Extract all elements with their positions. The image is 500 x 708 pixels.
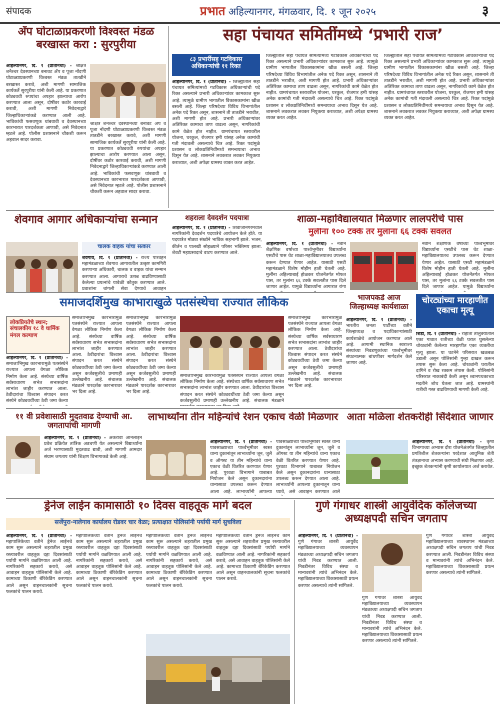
subhead-box: [6, 518, 290, 530]
story-body: [6, 64, 86, 208]
story-app-scam: [6, 26, 166, 208]
headline: शाळा-महाविद्यालयात मिळणार लालपरीचे पास: [297, 214, 463, 225]
story-11th-admission: [6, 412, 142, 496]
story-continued: समाजाभिमुख कारभारामुळे पतसंस्थेने राज्यात आपला वेगळा लौकिक निर्माण केला आहे. संस्थेच्या वार्षिक सर्वसाधारण सभेत सभासदांना लाभांश जाहीर करण्यात आला. ठेवीदारांचा विश्वास संपादन करत संस्थेने कोट्यवधींच्या ठेवी जमा केल्या असून कर्जवसुलीचे प्रमाणही उल्लेखनीय आहे. संचालक मंडळाने: [180, 374, 284, 404]
story-continued: महापालिकेच्या वतीने ड्रेनेज लाईनचे काम सुरू असल्याने शहरातील प्रमुख रस्त्यावरील वाहतूक दहा दिवसांसाठी पर्यायी मार्गाने वळविण्यात आली आहे. नागरिकांनी सहकार्य करावे, असे आवाहन वाहतूक पोलिसांनी केले आहे. कामाच्या ठिकाणी बॅरिकेडिंग करण्यात आले असून वाहनचालकांनी सूचना फलकांचे पालन करावे.: [216, 534, 290, 583]
headline: शहराला देवदर्शन पदयात्रा: [185, 214, 249, 222]
section-label: संपादक: [6, 7, 32, 17]
body-text: नवीन शैक्षणिक वर्षाच्या पार्श्वभूमीवर विद्यार्थ्यांना एसटीचे पास थेट शाळा-महाविद्यालयातच उपलब्ध करून देण्यात येणार आहेत. यासाठी एसटी महामंडळाने विशेष मोहीम हाती घेतली आहे. मुलींना अहिल्याबाई होळकर योजनेंतर्गत मोफत पास, तर मुलांना ६६ टक्के सवलतीत पास दिले जाणार आहेत. यामुळे विद्यार्थ्यांना आगारात रांगा: [266, 242, 346, 291]
box-heading: लोकप्रियतेचे स्थान; संचालकीय १८ वे धार्मिक मंगल कल्याण: [10, 320, 60, 339]
column-divider: [168, 26, 169, 208]
story-farmers-abroad: [346, 412, 494, 496]
story-body: [412, 440, 494, 496]
body-text: समाजाभिमुख कारभारामुळे पतसंस्थेने राज्यात आपला वेगळा लौकिक निर्माण केला आहे. संस्थेच्या वार्षिक सर्वसाधारण सभेत सभासदांना लाभांश जाहीर करण्यात आला. ठेवीदारांचा विश्वास संपादन करत संस्थेने कोट्यवधींच्या ठेवी जमा केल्या: [6, 362, 68, 405]
body-text: श्रीक्षेत्र शनैश्चर देवस्थानच्या बनावट अँप व पूजा नोंदणी घोटाळ्याप्रकरणी विश्वस्त मंडळ तातडीने बरखास्त करावे, अशी मागणी सामाजिक कार्यकर्ते सुरपुरीया यांनी केली आहे. या प्रकरणात कोट्यवधी रुपयांचा अपहार झाल्याचा आरोप करण्यात आला असून, दोषींवर कठोर कारवाई करावी, अशी मागणी निवेदनाद्वारे जिल्हाधिकाऱ्यांकडे करण्यात आली आहे. भाविकांची फसवणूक थांबवावी व देवस्थानच्या कारभारात पारदर्शकता आणावी, असे निवेदनात म्हटले आहे. पोलीस प्रशासनाने चौकशी करून अहवाल सादर करावा.: [6, 64, 86, 144]
story-continued: जिल्ह्यातील सहा पंचायत समित्यांमध्ये गटविकास अधिकाऱ्यांची पदे रिक्त असल्याने प्रभारी अधिकाऱ्यांवर कामकाज सुरू आहे. त्यामुळे ग्रामीण भागातील विकासकामांना खीळ बसली आहे. जिल्हा परिषदेच्या विविध विभागांतील अनेक पदे रिक्त असून, शासनाने ती तातडीने भरावीत, अशी मागणी होत आहे. प्रभारी अधिकाऱ्यांवर अतिरिक्त कामाचा ताण वाढला असून, नागरिकांची कामे वेळेत होत नाहीत. ग्रामपंचायत स्तरावरील योजना, घरकुल, रोजगार हमी यांसह अनेक कामांची गती मंदावली असल्याचे चित्र आहे. रिक्त पदांमुळे प्रशासन व लोकप्रतिनिधींमध्ये समन्वयाचा अभाव दिसून येत आहे. शासनाने लवकरात लवकर नियुक्त्या कराव्यात, अशी अपेक्षा ग्रामस्थ व्यक्त करत आहेत.: [384, 54, 494, 122]
story-body: [346, 318, 412, 394]
story-body: [172, 226, 262, 292]
ration-photo: [146, 440, 206, 480]
kicker-box: [172, 54, 260, 76]
road-work-photo: [146, 634, 290, 704]
dateline: अहिल्यानगर, दि. १ (प्रतिनिधी) -: [6, 534, 72, 539]
news-photo: [6, 242, 78, 292]
story-body: [298, 534, 358, 704]
story-continued: समाजाभिमुख कारभारामुळे पतसंस्थेने राज्यात आपला वेगळा लौकिक निर्माण केला आहे. संस्थेच्या वार्षिक सर्वसाधारण सभेत सभासदांना लाभांश जाहीर करण्यात आला. ठेवीदारांचा विश्वास संपादन करत संस्थेने कोट्यवधींच्या ठेवी जमा केल्या असून कर्जवसुलीचे प्रमाणही उल्लेखनीय आहे. संचालक मंडळाने पारदर्शक कारभारावर भर दिला आहे.: [126, 316, 176, 396]
story-body: [44, 436, 142, 496]
dateline: अहिल्यानगर, दि. १ (प्रतिनिधी) -: [6, 64, 72, 69]
story-devdarshan: [172, 214, 262, 292]
story-continued: समाजाभिमुख कारभारामुळे पतसंस्थेने राज्यात आपला वेगळा लौकिक निर्माण केला आहे. संस्थेच्या वार्षिक सर्वसाधारण सभेत सभासदांना लाभांश जाहीर करण्यात आला. ठेवीदारांचा विश्वास संपादन करत संस्थेने कोट्यवधींच्या ठेवी जमा केल्या असून कर्जवसुलीचे प्रमाणही उल्लेखनीय आहे. संचालक मंडळाने पारदर्शक कारभारावर भर दिला आहे.: [72, 316, 122, 396]
story-continued: महापालिकेच्या वतीने ड्रेनेज लाईनचे काम सुरू असल्याने शहरातील प्रमुख रस्त्यावरील वाहतूक दहा दिवसांसाठी पर्यायी मार्गाने वळविण्यात आली आहे. नागरिकांनी सहकार्य करावे, असे आवाहन वाहतूक पोलिसांनी केले आहे. कामाच्या ठिकाणी बॅरिकेडिंग करण्यात आले असून वाहनचालकांनी सूचना फलकांचे पालन करावे.: [76, 534, 142, 589]
body-text: राज्य परिवहन महामंडळाच्या शेवगाव आगारातील उत्कृष्ट कामगिरी करणाऱ्या अधिकारी, चालक व वाहक यांचा सन्मान करण्यात आला. आगाराचे उत्पन्न वाढविण्यासाठी केलेल्या प्रयत्नांचे यावेळी कौतुक करण्यात आले. प्रवाशांना चांगली सेवा देण्याचे आवाहन: [82, 256, 166, 292]
farm-photo: [346, 440, 408, 484]
story-continued: समाजाभिमुख कारभारामुळे पतसंस्थेने राज्यात आपला वेगळा लौकिक निर्माण केला आहे. संस्थेच्या वार्षिक सर्वसाधारण सभेत सभासदांना लाभांश जाहीर करण्यात आला. ठेवीदारांचा विश्वास संपादन करत संस्थेने कोट्यवधींच्या ठेवी जमा केल्या असून कर्जवसुलीचे प्रमाणही उल्लेखनीय आहे. संचालक मंडळाने पारदर्शक कारभारावर भर दिला आहे.: [288, 316, 342, 390]
story-body: [210, 440, 272, 496]
dateline: अहिल्यानगर, दि. १ (प्रतिनिधी) -: [210, 440, 272, 445]
story-st-pass: [266, 214, 494, 292]
dateline: अहिल्यानगर, दि. १ (प्रतिनिधी) -: [298, 534, 358, 539]
story-ayurvedic-college: [298, 500, 494, 704]
story-body: [172, 80, 260, 208]
story-continued: महापालिकेच्या वतीने ड्रेनेज लाईनचे काम सुरू असल्याने शहरातील प्रमुख रस्त्यावरील वाहतूक दहा दिवसांसाठी पर्यायी मार्गाने वळविण्यात आली आहे. नागरिकांनी सहकार्य करावे, असे आवाहन वाहतूक पोलिसांनी केले आहे. कामाच्या ठिकाणी बॅरिकेडिंग करण्यात आले असून वाहनचालकांनी सूचना फलकांचे पालन करावे.: [146, 534, 212, 589]
story-continued: जिल्ह्यातील सहा पंचायत समित्यांमध्ये गटविकास अधिकाऱ्यांची पदे रिक्त असल्याने प्रभारी अधिकाऱ्यांवर कामकाज सुरू आहे. त्यामुळे ग्रामीण भागातील विकासकामांना खीळ बसली आहे. जिल्हा परिषदेच्या विविध विभागांतील अनेक पदे रिक्त असून, शासनाने ती तातडीने भरावीत, अशी मागणी होत आहे. प्रभारी अधिकाऱ्यांवर अतिरिक्त कामाचा ताण वाढला असून, नागरिकांची कामे वेळेत होत नाहीत. ग्रामपंचायत स्तरावरील योजना, घरकुल, रोजगार हमी यांसह अनेक कामांची गती मंदावली असल्याचे चित्र आहे. रिक्त पदांमुळे प्रशासन व लोकप्रतिनिधींमध्ये समन्वयाचा अभाव दिसून येत आहे. शासनाने लवकरात लवकर नियुक्त्या कराव्यात, अशी अपेक्षा ग्रामस्थ व्यक्त करत आहेत.: [266, 54, 378, 122]
kicker-text: ८३ प्रभारींसह गटविकास अधिकाऱ्यांची ११ रिक्त: [189, 56, 243, 70]
headline: लाभार्थ्यांना तीन महिन्यांचे रेशन एकाच वेळी मिळणार: [147, 412, 339, 423]
dateline: अहिल्यानगर, दि. १ (प्रतिनिधी) -: [44, 436, 106, 441]
subhead: सर्जेपुरा-नालेगाव कार्यालय रोडवर चार वेळा; प्रत्याक्षात पोलिसांनी पर्यायी मार्ग सुचविला: [54, 519, 242, 526]
brand-name: प्रभात: [200, 4, 226, 18]
body-text: अकरावी ऑनलाइन प्रवेश प्रक्रियेत तांत्रिक अडचणी येत असल्याने विद्यार्थ्यांना अर्ज भरण्यासाठी मुदतवाढ द्यावी, अशी मागणी आमदार संग्राम जगताप यांनी शिक्षण विभागाकडे केली आहे.: [44, 436, 142, 460]
body-text: पावसाळ्याच्या पार्श्वभूमीवर स्वस्त धान्य दुकानांतून लाभार्थ्यांना जून, जुलै व ऑगस्ट या तीन महिन्यांचे धान्य एकाच वेळी वितरित करण्यात येणार आहे. पुरवठा विभागाने याबाबत नियोजन केले असून दुकानदारांना धान्यसाठा उपलब्ध करून देण्यात आला आहे. लाभार्थ्यांनी आपल्या: [210, 446, 272, 495]
subhead-box: [82, 242, 166, 254]
story-continued: गुणे गंगाधर शास्त्री आयुर्वेद महाविद्यालयाच्या व्यवस्थापन मंडळाच्या अध्यक्षपदी सचिन जगताप यांची निवड करण्यात आली. निवडीनंतर विविध संस्था व मान्यवरांनी त्यांचे अभिनंदन केले. महाविद्यालयाच्या विकासासाठी प्रयत्न करणार असल्याचे त्यांनी सांगितले.: [362, 596, 422, 645]
headline: आता मळिला शेतकरीही सिंदेशात जाणार: [346, 412, 494, 423]
portrait-photo: [6, 436, 40, 474]
dateline: शेवगाव, दि. १ (प्रतिनिधी) -: [82, 256, 138, 261]
story-drainage-traffic: [6, 500, 290, 704]
headline: ११ वी प्रवेशासाठी मुदतवाढ देण्याची आ. जगतापांची मागणी: [15, 412, 133, 431]
headline: गुणे गंगाधर शास्त्री आयुर्वेदिक कॉलेजच्या अध्यक्षपदी सचिन जगताप: [315, 500, 477, 525]
highlight-box: [6, 316, 70, 354]
section-divider: [6, 408, 412, 409]
event-photo: [180, 316, 284, 370]
section-divider: [6, 292, 344, 293]
story-shevgaon-depot: [6, 214, 166, 292]
portrait-photo: [362, 534, 422, 592]
body-text: जिल्ह्यातील सहा पंचायत समित्यांमध्ये गटविकास अधिकाऱ्यांची पदे रिक्त असल्याने प्रभारी अधिकाऱ्यांवर कामकाज सुरू आहे. त्यामुळे ग्रामीण भागातील विकासकामांना खीळ बसली आहे. जिल्हा परिषदेच्या विविध विभागांतील अनेक पदे रिक्त असून, शासनाने ती तातडीने भरावीत, अशी मागणी होत आहे. प्रभारी अधिकाऱ्यांवर अतिरिक्त कामाचा ताण वाढला असून, नागरिकांची कामे वेळेत होत नाहीत. ग्रामपंचायत स्तरावरील योजना, घरकुल, रोजगार हमी यांसह अनेक कामांची गती मंदावली असल्याचे चित्र आहे. रिक्त पदांमुळे प्रशासन व लोकप्रतिनिधींमध्ये समन्वयाचा अभाव दिसून येत आहे. शासनाने लवकरात लवकर नियुक्त्या कराव्यात, अशी अपेक्षा ग्रामस्थ व्यक्त करत आहेत.: [172, 80, 260, 166]
edition-line: [200, 2, 376, 19]
story-prabhari-raj: [172, 26, 494, 208]
headline: सहा पंचायत समितींमध्ये ‘प्रभारी राज’: [222, 26, 444, 44]
story-body: [6, 534, 72, 704]
dateline: अहिल्यानगर, दि. १ (प्रतिनिधी) -: [346, 318, 412, 323]
body-text: महापालिकेच्या वतीने ड्रेनेज लाईनचे काम सुरू असल्याने शहरातील प्रमुख रस्त्यावरील वाहतूक दहा दिवसांसाठी पर्यायी मार्गाने वळविण्यात आली आहे. नागरिकांनी सहकार्य करावे, असे आवाहन वाहतूक पोलिसांनी केले आहे. कामाच्या ठिकाणी बॅरिकेडिंग करण्यात आले असून वाहनचालकांनी सूचना फलकांचे पालन करावे.: [6, 540, 72, 595]
dateline: अहिल्यानगर, दि. १ (प्रतिनिधी) -: [266, 242, 333, 247]
headline-box: [416, 294, 494, 328]
headline: समाजदर्शिमुख काभाराखुळे पतसंस्थेचा राज्यात लौकिक: [59, 296, 289, 309]
dateline: अहिल्यानगर, दि. १ (प्रतिनिधी) -: [6, 356, 68, 361]
subhead: चालक वाहक यांचा सत्कार: [97, 244, 151, 250]
column-divider: [294, 500, 295, 704]
headline: ड्रेनेज लाईन कामासाठी १० दिवस वाहतूक मार्ग बदल: [44, 500, 252, 512]
page-number: ३: [482, 4, 489, 19]
headline: अँप घोटाळाप्रकरणी विश्वस्त मंडळ बरखास्त करा : सुरपुरीया: [17, 26, 155, 51]
story-bjp-workshop: [346, 294, 412, 394]
story-continued: पावसाळ्याच्या पार्श्वभूमीवर स्वस्त धान्य दुकानांतून लाभार्थ्यांना जून, जुलै व ऑगस्ट या तीन महिन्यांचे धान्य एकाच वेळी वितरित करण्यात येणार आहे. पुरवठा विभागाने याबाबत नियोजन केले असून दुकानदारांना धान्यसाठा उपलब्ध करून देण्यात आला आहे. लाभार्थ्यांनी आपल्या दुकानातून धान्य घ्यावे, असे आवाहन करण्यात आले: [276, 440, 340, 495]
headline: शेवगाव आगार अधिकाऱ्यांचा सन्मान: [14, 214, 158, 226]
masthead: [0, 0, 500, 24]
headline: भाजपकडे आज जिल्हाध्यक्ष कार्यशाळा: [349, 294, 409, 311]
bus-photo: [350, 242, 418, 290]
story-continued: नवीन शैक्षणिक वर्षाच्या पार्श्वभूमीवर विद्यार्थ्यांना एसटीचे पास थेट शाळा-महाविद्यालयातच उपलब्ध करून देण्यात येणार आहेत. यासाठी एसटी महामंडळाने विशेष मोहीम हाती घेतली आहे. मुलींना अहिल्याबाई होळकर योजनेंतर्गत मोफत पास, तर मुलांना ६६ टक्के सवलतीत पास दिले जाणार आहेत. यामुळे विद्यार्थ्यांना: [422, 242, 494, 291]
dateline: अहिल्यानगर, दि. १ (प्रतिनिधी) -: [172, 80, 231, 85]
subhead: मुलींना १०० टक्के तर मुलांना ६६ टक्के सवलत: [308, 228, 452, 237]
dateline: अहिल्यानगर, दि. १ (प्रतिनिधी) -: [412, 440, 482, 445]
headline: चोरट्यांच्या मारहाणीत एकाचा मृत्यू: [421, 296, 489, 316]
story-ration: [146, 412, 340, 496]
body-text: गुणे गंगाधर शास्त्री आयुर्वेद महाविद्यालयाच्या व्यवस्थापन मंडळाच्या अध्यक्षपदी सचिन जगताप यांची निवड करण्यात आली. निवडीनंतर विविध संस्था व मान्यवरांनी त्यांचे अभिनंदन केले. महाविद्यालयाच्या विकासासाठी प्रयत्न करणार असल्याचे त्यांनी सांगितले.: [298, 540, 358, 589]
story-patsanstha: [6, 296, 342, 406]
story-body: [6, 356, 68, 406]
body-text: शिवाजीनगरमधील नागरिकांनी देवदर्शन पदयात्रेचे आयोजन केले होते. या पदयात्रेत मोठ्या संख्येने भाविक सहभागी झाले. भजन, कीर्तन व पालखी सोहळ्याने परिसर भक्तिमय झाला. शेवटी महाप्रसादाचे वाटप करण्यात आले.: [172, 226, 262, 256]
body-text: राहाता तालुक्यातील एका गावात रात्रीच्या वेळी घरात घुसलेल्या चोरट्यांनी केलेल्या मारहाणीत एका व्यक्तीचा मृत्यू झाला. या घटनेने परिसरात खळबळ उडाली असून पोलिसांनी गुन्हा दाखल करून तपास सुरू केला आहे. चोरट्यांनी घरातील दागिने व रोख रक्कम लंपास केली. पोलिसांनी परिसरात नाकाबंदी केली असून श्वानपथकाच्या मदतीने शोध घेतला जात आहे. ग्रामस्थांनी रात्रीची गस्त वाढविण्याची मागणी केली आहे.: [416, 332, 494, 393]
section-divider: [6, 498, 494, 499]
body-text: कृषी विभागाच्या अभ्यास दौरा योजनेअंतर्गत जिल्ह्यातील प्रगतिशील शेतकऱ्यांना परदेशात आधुनिक शेती तंत्रज्ञानाचा अभ्यास करण्याची संधी मिळणार आहे. इच्छुक शेतकऱ्यांनी कृषी कार्यालयात अर्ज करावेत.: [412, 440, 494, 470]
edition-date: अहिल्यानगर, मंगळवार, दि. १ जून २०२५: [228, 7, 376, 18]
body-text: भारतीय जनता पार्टीच्या वतीने जिल्हाध्यक्ष व पदाधिकाऱ्यांसाठी कार्यशाळेचे आयोजन करण्यात आले आहे. आगामी स्थानिक स्वराज्य संस्थांच्या निवडणुकांच्या पार्श्वभूमीवर संघटनात्मक बांधणीवर मार्गदर्शन केले जाणार आहे.: [346, 324, 412, 367]
story-body: [266, 242, 346, 292]
dateline: अहिल्यानगर, दि. १ (प्रतिनिधी) -: [172, 226, 231, 231]
section-divider: [6, 210, 494, 211]
dateline: शिर्डी, दि. १ (प्रतिनिधी) -: [416, 332, 461, 337]
story-continued: गुणे गंगाधर शास्त्री आयुर्वेद महाविद्यालयाच्या व्यवस्थापन मंडळाच्या अध्यक्षपदी सचिन जगताप यांची निवड करण्यात आली. निवडीनंतर विविध संस्था व मान्यवरांनी त्यांचे अभिनंदन केले. महाविद्यालयाच्या विकासासाठी प्रयत्न करणार असल्याचे त्यांनी सांगितले.: [426, 534, 494, 577]
story-body: [82, 256, 166, 292]
story-continued: श्रीक्षेत्र शनैश्चर देवस्थानच्या बनावट अँप व पूजा नोंदणी घोटाळ्याप्रकरणी विश्वस्त मंडळ तातडीने बरखास्त करावे, अशी मागणी सामाजिक कार्यकर्ते सुरपुरीया यांनी केली आहे. या प्रकरणात कोट्यवधी रुपयांचा अपहार झाल्याचा आरोप करण्यात आला असून, दोषींवर कठोर कारवाई करावी, अशी मागणी निवेदनाद्वारे जिल्हाधिकाऱ्यांकडे करण्यात आली आहे. भाविकांची फसवणूक थांबवावी व देवस्थानच्या कारभारात पारदर्शकता आणावी, असे निवेदनात म्हटले आहे. पोलीस प्रशासनाने चौकशी करून अहवाल सादर करावा.: [90, 122, 166, 196]
news-photo: [90, 64, 166, 118]
